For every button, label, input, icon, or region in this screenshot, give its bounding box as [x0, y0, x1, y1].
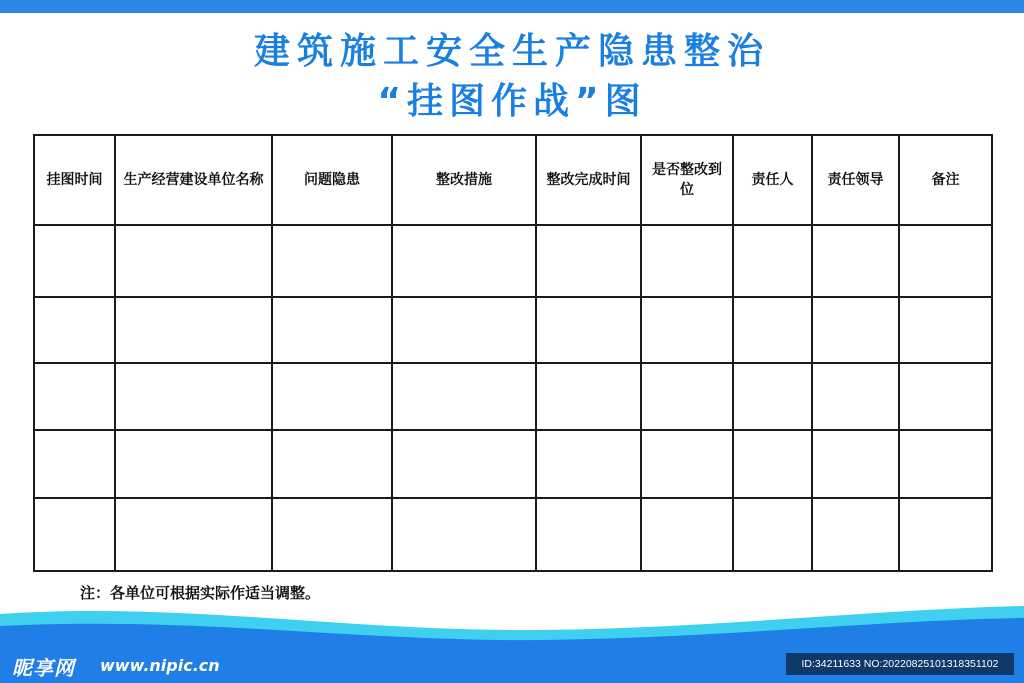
- table-cell: [641, 430, 733, 498]
- table-cell: [641, 225, 733, 297]
- table-cell: [392, 363, 536, 430]
- table-cell: [812, 225, 899, 297]
- table-cell: [899, 363, 992, 430]
- table-cell: [536, 363, 641, 430]
- table-cell: [812, 363, 899, 430]
- table-cell: [272, 363, 392, 430]
- table-cell: [272, 498, 392, 571]
- top-color-band: [0, 0, 1024, 13]
- table-cell: [536, 498, 641, 571]
- watermark-url: www.nipic.cn: [100, 656, 220, 675]
- column-header-responsible-leader: 责任领导: [812, 135, 899, 225]
- table-cell: [34, 498, 115, 571]
- table-cell: [115, 363, 272, 430]
- table-cell: [641, 498, 733, 571]
- table-cell: [272, 297, 392, 363]
- table-row: [34, 225, 992, 297]
- table-cell: [392, 430, 536, 498]
- table-cell: [812, 498, 899, 571]
- table-cell: [34, 297, 115, 363]
- table-cell: [115, 498, 272, 571]
- tracking-table: [33, 134, 993, 572]
- footnote: 注：各单位可根据实际作适当调整。: [80, 584, 321, 602]
- table-cell: [812, 297, 899, 363]
- table-cell: [733, 430, 812, 498]
- table-cell: [733, 363, 812, 430]
- column-header-unit-name: 生产经营建设单位名称: [115, 135, 272, 225]
- table-header-row: [34, 135, 992, 225]
- table-cell: [733, 225, 812, 297]
- table-cell: [34, 430, 115, 498]
- table-row: [34, 498, 992, 571]
- table-cell: [115, 430, 272, 498]
- table-cell: [34, 225, 115, 297]
- table-cell: [272, 430, 392, 498]
- table-cell: [115, 297, 272, 363]
- column-header-hazard: 问题隐患: [272, 135, 392, 225]
- table-cell: [536, 297, 641, 363]
- table-cell: [641, 363, 733, 430]
- page-title: 建筑施工安全生产隐患整治: [253, 31, 770, 72]
- column-header-rectified: 是否整改到位: [641, 135, 733, 225]
- table-cell: [34, 363, 115, 430]
- column-header-remarks: 备注: [899, 135, 992, 225]
- table-cell: [899, 297, 992, 363]
- table-cell: [733, 498, 812, 571]
- column-header-hang-time: 挂图时间: [34, 135, 115, 225]
- table-row: [34, 430, 992, 498]
- table-cell: [392, 225, 536, 297]
- table-cell: [899, 430, 992, 498]
- page-subtitle: “挂图作战”图: [377, 81, 647, 122]
- column-header-measures: 整改措施: [392, 135, 536, 225]
- watermark-id: ID:34211633 NO:20220825101318351102: [786, 653, 1014, 675]
- table-cell: [536, 225, 641, 297]
- table-cell: [733, 297, 812, 363]
- column-header-completion-time: 整改完成时间: [536, 135, 641, 225]
- table-row: [34, 363, 992, 430]
- column-header-responsible-person: 责任人: [733, 135, 812, 225]
- table-cell: [392, 498, 536, 571]
- table-row: [34, 297, 992, 363]
- table-cell: [536, 430, 641, 498]
- table-cell: [115, 225, 272, 297]
- table-cell: [899, 498, 992, 571]
- table-cell: [272, 225, 392, 297]
- table-cell: [899, 225, 992, 297]
- watermark-logo: 昵享网: [12, 656, 75, 680]
- table-cell: [641, 297, 733, 363]
- table-cell: [392, 297, 536, 363]
- table-cell: [812, 430, 899, 498]
